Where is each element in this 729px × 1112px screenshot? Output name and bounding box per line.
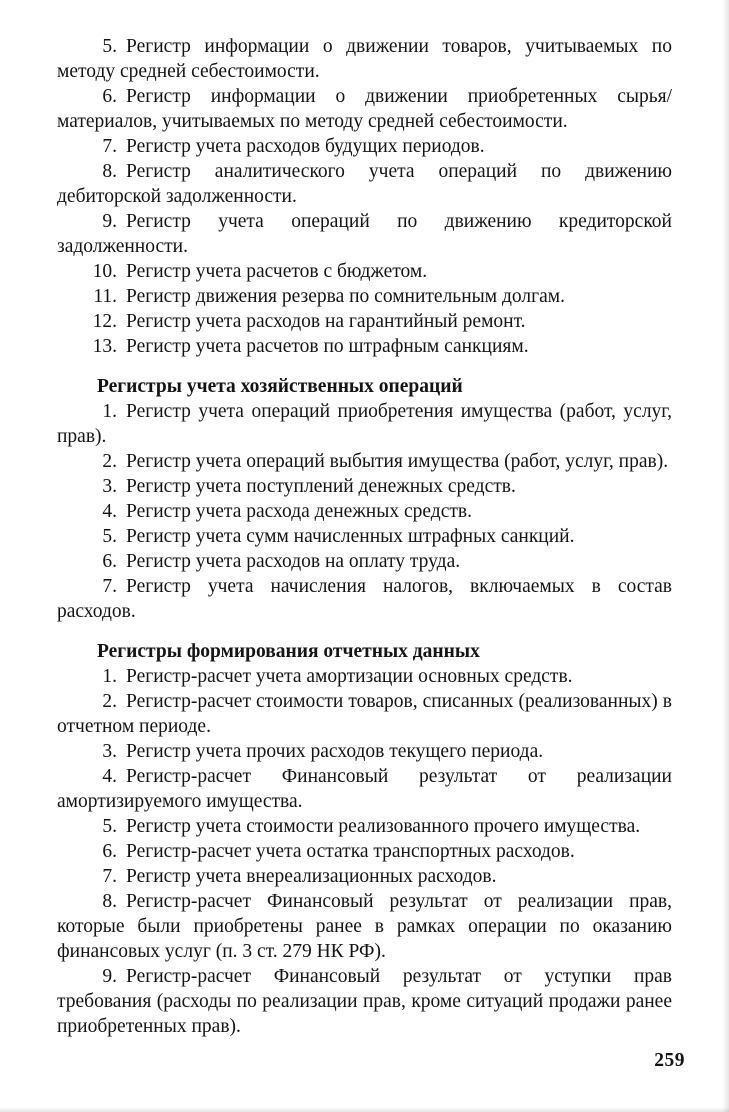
item-text: Регистр аналитического учета операций по движению дебиторской задолженности. (57, 161, 672, 207)
item-text: Регистр учета прочих расходов текущего периода. (126, 741, 544, 762)
list-item (57, 549, 672, 574)
item-text: Регистр учета внереализационных расходов. (126, 866, 497, 887)
list-item (57, 764, 672, 814)
item-number: 9. (102, 966, 117, 987)
item-number: 3. (102, 476, 117, 497)
item-number: 8. (102, 891, 117, 912)
page-number: 259 (654, 1050, 685, 1071)
item-text: Регистр учета расходов на гарантийный ремонт. (126, 311, 526, 332)
list-item (57, 664, 672, 689)
item-text: Регистр-расчет учета амортизации основных средств. (126, 666, 573, 687)
item-text: Регистр учета операций по движению кредиторской задолженности. (57, 211, 672, 257)
list-item (57, 134, 672, 159)
item-text: Регистр информации о движении приобретенных сырья/материалов, учитываемых по методу средней себестоимости. (57, 86, 672, 132)
item-number: 7. (102, 866, 117, 887)
list-item (57, 334, 672, 359)
item-text: Регистр учета расходов будущих периодов. (126, 136, 485, 157)
list-item (57, 964, 672, 1039)
item-number: 12. (92, 311, 117, 332)
item-text: Регистр-расчет Финансовый результат от реализации прав, которые были приобретены ранее в рамках операции по оказанию финансовых услуг (п. 3 ст. 279 НК РФ). (57, 891, 672, 962)
list-item (57, 284, 672, 309)
item-number: 13. (92, 336, 117, 357)
item-number: 8. (102, 161, 117, 182)
item-number: 2. (102, 691, 117, 712)
item-number: 2. (102, 451, 117, 472)
item-number: 3. (102, 741, 117, 762)
list-item (57, 814, 672, 839)
section-heading: Регистры формирования отчетных данных (97, 641, 480, 662)
item-text: Регистр учета операций приобретения имущества (работ, услуг, прав). (57, 401, 672, 447)
list-item (57, 864, 672, 889)
list-item (57, 209, 672, 259)
item-number: 5. (102, 526, 117, 547)
item-text: Регистр учета начисления налогов, включаемых в состав расходов. (57, 576, 672, 622)
list-item (57, 399, 672, 449)
content-area (57, 34, 672, 1039)
item-text: Регистр учета расчетов с бюджетом. (126, 261, 428, 282)
item-text: Регистр-расчет стоимости товаров, списанных (реализованных) в отчетном периоде. (57, 691, 672, 737)
list-item (57, 309, 672, 334)
item-number: 6. (102, 86, 117, 107)
item-text: Регистр-расчет Финансовый результат от реализации амортизируемого имущества. (57, 766, 672, 812)
item-text: Регистр информации о движении товаров, учитываемых по методу средней себестоимости. (57, 36, 672, 82)
list-item (57, 889, 672, 964)
item-text: Регистр учета поступлений денежных средств. (126, 476, 516, 497)
item-text: Регистр учета расхода денежных средств. (126, 501, 472, 522)
list-item (57, 499, 672, 524)
item-number: 4. (102, 501, 117, 522)
list-item (57, 159, 672, 209)
item-text: Регистр учета расчетов по штрафным санкциям. (126, 336, 529, 357)
item-text: Регистр учета сумм начисленных штрафных санкций. (126, 526, 575, 547)
item-text: Регистр-расчет Финансовый результат от уступки прав требования (расходы по реализации прав, кроме ситуаций продажи ранее приобретенных прав). (57, 966, 672, 1037)
item-text: Регистр учета стоимости реализованного прочего имущества. (126, 816, 641, 837)
list-item (57, 259, 672, 284)
item-number: 1. (102, 401, 117, 422)
section-heading: Регистры учета хозяйственных операций (97, 376, 463, 397)
list-item (57, 449, 672, 474)
item-text: Регистр учета расходов на оплату труда. (126, 551, 461, 572)
list-item (57, 474, 672, 499)
list-item (57, 574, 672, 624)
item-number: 5. (102, 36, 117, 57)
item-number: 10. (92, 261, 117, 282)
item-number: 5. (102, 816, 117, 837)
list-item (57, 739, 672, 764)
item-number: 7. (102, 576, 117, 597)
item-number: 9. (102, 211, 117, 232)
list-item (57, 524, 672, 549)
item-text: Регистр-расчет учета остатка транспортных расходов. (126, 841, 575, 862)
item-number: 6. (102, 551, 117, 572)
item-number: 1. (102, 666, 117, 687)
list-item (57, 689, 672, 739)
list-item (57, 84, 672, 134)
item-number: 7. (102, 136, 117, 157)
list-item (57, 34, 672, 84)
item-number: 4. (102, 766, 117, 787)
item-number: 6. (102, 841, 117, 862)
item-text: Регистр движения резерва по сомнительным долгам. (126, 286, 565, 307)
item-text: Регистр учета операций выбытия имущества (работ, услуг, прав). (126, 451, 669, 472)
list-item (57, 839, 672, 864)
item-number: 11. (93, 286, 117, 307)
